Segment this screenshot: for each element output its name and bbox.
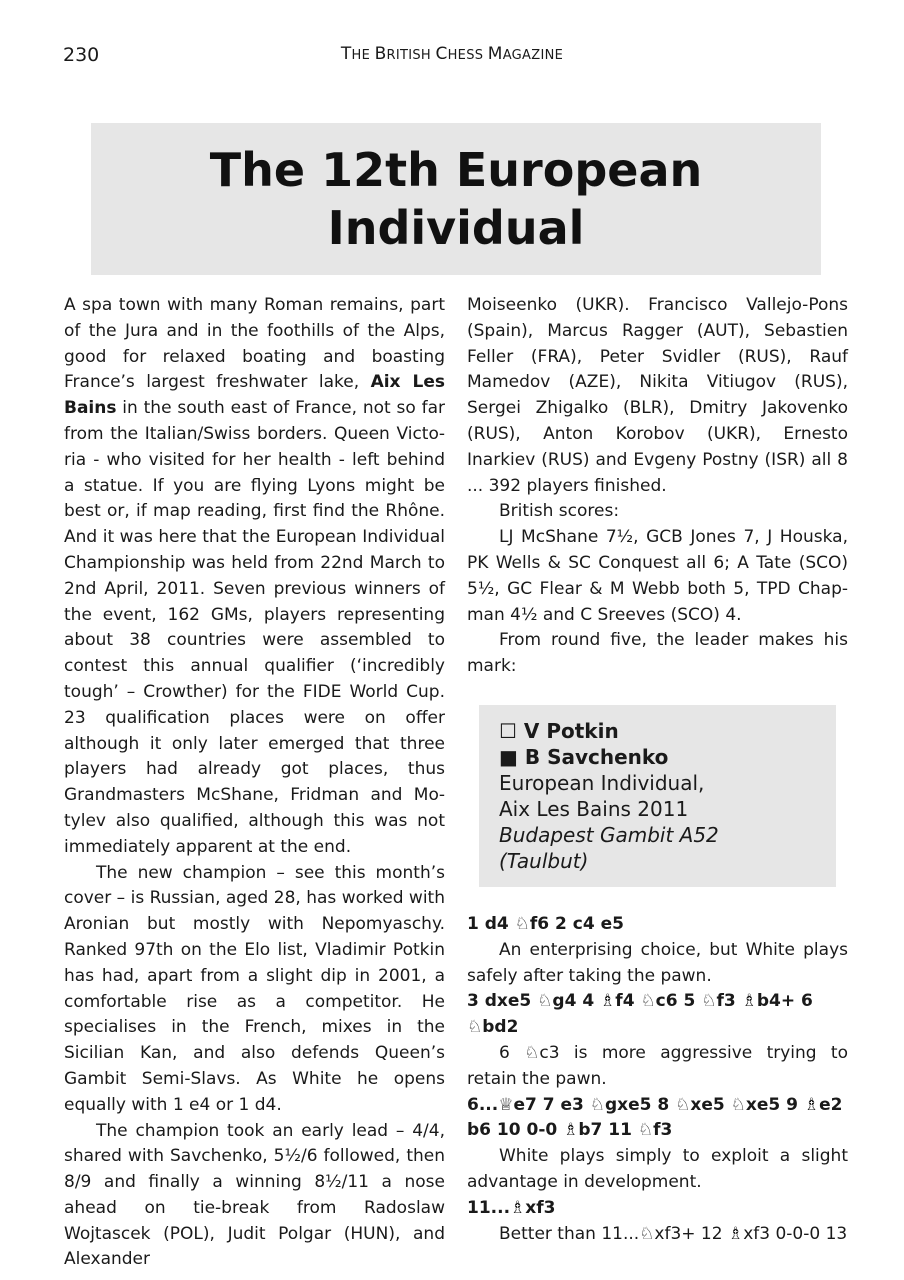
moves-2: 3 dxe5 ♘g4 4 ♗f4 ♘c6 5 ♘f3 ♗b4+ 6 ♘bd2	[467, 991, 813, 1038]
paragraph-champion: The new champion – see this month’s cover – is Russian, aged 28, has worked with Aronian but mostly with Nepomyaschy. Ranked 97th on the Elo list, Vladimir Potkin has had, apart from a slight dip in 2001, a comfortable rise as a competitor. He specialises in the French, mixes in the Sicilian Kan, and also defends Queen’s Gambit Semi-Slavs. As White he opens equally with 1 e4 or 1 d4.	[64, 862, 445, 1115]
moves-3: 6...♕e7 7 e3 ♘gxe5 8 ♘xe5 ♘xe5 9 ♗e2 b6 10 0-0 ♗b7 11 ♘f3	[467, 1094, 843, 1141]
annotator: (Taulbut)	[499, 848, 589, 873]
running-header: THE BRITISH CHESS MAGAZINE	[340, 44, 564, 64]
event-line2: Aix Les Bains 2011	[499, 796, 689, 821]
moves-1: 1 d4 ♘f6 2 c4 e5	[467, 913, 624, 934]
article-title-box	[91, 123, 821, 275]
article-title-line2: Individual	[327, 201, 585, 255]
white-player: ☐ V Potkin	[499, 718, 619, 743]
note-2: 6 ♘c3 is more aggressive trying to retain the pawn.	[467, 1042, 848, 1089]
opening-name: Budapest Gambit A52	[499, 822, 719, 847]
paragraph-players: Moiseenko (UKR). Francisco Vallejo-Pons (Spain), Marcus Ragger (AUT), Sebastien Feller (FRA), Peter Svidler (RUS), Rauf Mamedov (AZE), Nikita Vitiugov (RUS), Sergei Zhigalko (BLR), Dmitry Jakovenko (RUS), Anton Korobov (UKR), Ernesto Inarkiev (RUS) and Evgeny Postny (ISR) all 8 ... 392 players finished.	[467, 295, 848, 496]
article-title-line1: The 12th European	[209, 143, 703, 197]
paragraph-lead: The champion took an early lead – 4/4, shared with Savchenko, 5½/6 followed, then 8/9 and finally a winning 8½/11 a nose ahead on tie-break from Radoslaw Wojtascek (POL), Judit Polgar (HUN), and Alexander	[64, 1120, 445, 1270]
event-line1: European Individual,	[499, 770, 705, 795]
black-player: ■ B Savchenko	[499, 744, 669, 769]
right-column	[467, 293, 848, 1247]
left-column	[64, 293, 445, 1273]
note-3: White plays simply to exploit a slight advantage in development.	[467, 1146, 848, 1192]
game-header-box	[479, 705, 836, 887]
note-1: An enterprising choice, but White plays safely after taking the pawn.	[467, 939, 848, 986]
note-4: Better than 11...♘xf3+ 12 ♗xf3 0-0-0 13	[499, 1223, 848, 1244]
aix-les-bains-bold: Aix Les Bains	[64, 372, 445, 419]
page-number: 230	[63, 44, 100, 66]
paragraph-round-five: From round five, the leader makes his mark:	[467, 630, 848, 677]
paragraph-british-scores: LJ McShane 7½, GCB Jones 7, J Houska, PK Wells & SC Conquest all 6; A Tate (SCO) 5½, GC Flear & M Webb both 5, TPD Chapman 4½ and C Sreeves (SCO) 4.	[467, 527, 848, 625]
paragraph-intro: A spa town with many Roman remains, part of the Jura and in the foothills of the Alps, good for relaxed boating and boasting France’s largest freshwater lake, Aix Les Bains in the south east of France, not so far from the Italian/Swiss borders. Queen Victoria - who visited for her health - left behind a statue. If you are flying Lyons might be best or, if map reading, first find the Rhône. And it was here that the European Individual Championship was held from 22nd March to 2nd April, 2011. Seven previous winners of the event, 162 GMs, players representing about 38 countries were assembled to contest this annual qualifier (‘incredibly tough’ – Crowther) for the FIDE World Cup. 23 qualification places were on offer although it only later emerged that three players had already got places, thus Grandmasters McShane, Fridman and Motylev also qualified, although this was not immediately apparent at the end.	[64, 295, 445, 857]
paragraph-british-heading: British scores:	[499, 501, 620, 522]
moves-4: 11...♗xf3	[467, 1197, 556, 1218]
